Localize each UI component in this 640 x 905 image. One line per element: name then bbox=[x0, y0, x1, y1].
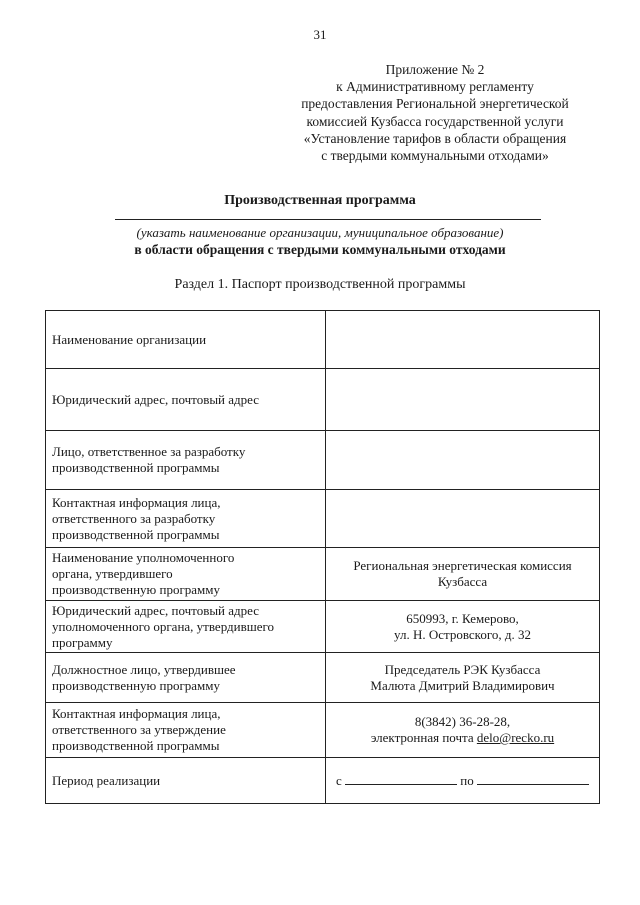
label-line: программу bbox=[52, 634, 113, 650]
table-row bbox=[46, 431, 600, 490]
appendix-line: комиссией Кузбасса государственной услуги bbox=[306, 113, 564, 129]
section-title: Раздел 1. Паспорт производственной программы bbox=[174, 277, 466, 292]
value-line: 8(3842) 36-28-28, bbox=[414, 714, 511, 729]
page-number: 31 bbox=[313, 27, 327, 42]
label-line: Наименование организации bbox=[52, 331, 207, 347]
value-line: Малюта Дмитрий Владимирович bbox=[370, 677, 555, 693]
label-line: ответственного за утверждение bbox=[52, 722, 226, 737]
label-line: производственной программы bbox=[52, 738, 220, 753]
label-line: ответственного за разработку bbox=[52, 510, 216, 526]
row-label bbox=[46, 758, 326, 804]
label-line: производственной программы bbox=[52, 460, 220, 475]
passport-table bbox=[45, 310, 600, 804]
row-value bbox=[326, 431, 600, 490]
table-row bbox=[46, 490, 600, 548]
table-row bbox=[46, 653, 600, 703]
table-row bbox=[46, 369, 600, 431]
row-label bbox=[46, 311, 326, 369]
appendix-line: Приложение № 2 bbox=[385, 62, 485, 77]
email-prefix: электронная почта bbox=[370, 730, 477, 745]
row-label bbox=[46, 653, 326, 703]
program-area: в области обращения с твердыми коммунальными отходами bbox=[134, 242, 506, 257]
appendix-line: «Установление тарифов в области обращения bbox=[303, 130, 567, 146]
label-line: Юридический адрес, почтовый адрес bbox=[52, 391, 260, 407]
row-label bbox=[46, 703, 326, 758]
value-line: Председатель РЭК Кузбасса bbox=[384, 661, 541, 677]
period-from-blank[interactable] bbox=[345, 772, 457, 785]
value-line: 650993, г. Кемерово, bbox=[406, 610, 519, 626]
value-line: Региональная энергетическая комиссия bbox=[353, 558, 572, 573]
row-value bbox=[326, 653, 600, 703]
appendix-header bbox=[280, 61, 590, 164]
label-line: Лицо, ответственное за разработку bbox=[52, 444, 246, 459]
label-line: производственной программы bbox=[52, 526, 220, 542]
table-row bbox=[46, 311, 600, 369]
value-line: Кузбасса bbox=[437, 574, 488, 589]
label-line: Юридический адрес, почтовый адрес bbox=[52, 602, 260, 618]
row-label bbox=[46, 490, 326, 548]
label-line: производственную программу bbox=[52, 582, 221, 597]
label-line: Наименование уполномоченного bbox=[52, 550, 235, 565]
period-from-label: с bbox=[336, 773, 342, 788]
table-row bbox=[46, 703, 600, 758]
row-value bbox=[326, 311, 600, 369]
document-title: Производственная программа bbox=[224, 193, 416, 208]
label-line: Контактная информация лица, bbox=[52, 494, 221, 510]
label-line: Контактная информация лица, bbox=[52, 706, 221, 721]
row-value bbox=[326, 548, 600, 601]
label-line: Должностное лицо, утвердившее bbox=[52, 661, 236, 677]
row-label bbox=[46, 369, 326, 431]
row-value bbox=[326, 490, 600, 548]
table-row bbox=[46, 758, 600, 804]
row-value bbox=[326, 758, 600, 804]
appendix-line: к Административному регламенту bbox=[336, 79, 534, 95]
row-value bbox=[326, 369, 600, 431]
table-row bbox=[46, 548, 600, 601]
value-line bbox=[332, 730, 593, 746]
organization-hint: (указать наименование организации, муниципальное образование) bbox=[136, 225, 504, 240]
period-to-label: по bbox=[460, 773, 474, 788]
table-row bbox=[46, 601, 600, 653]
row-label bbox=[46, 548, 326, 601]
row-value bbox=[326, 601, 600, 653]
period-to-blank[interactable] bbox=[477, 772, 589, 785]
label-line: производственную программу bbox=[52, 677, 221, 693]
appendix-line: предоставления Региональной энергетической bbox=[301, 96, 569, 112]
label-line: органа, утвердившего bbox=[52, 566, 173, 581]
appendix-line: с твердыми коммунальными отходами» bbox=[321, 148, 549, 164]
row-label bbox=[46, 431, 326, 490]
organization-blank-line bbox=[115, 219, 541, 220]
label-line: уполномоченного органа, утвердившего bbox=[52, 618, 275, 634]
email-link[interactable]: delo@recko.ru bbox=[476, 730, 555, 745]
label-line: Период реализации bbox=[52, 772, 161, 788]
row-value bbox=[326, 703, 600, 758]
value-line: ул. Н. Островского, д. 32 bbox=[394, 626, 531, 642]
row-label bbox=[46, 601, 326, 653]
